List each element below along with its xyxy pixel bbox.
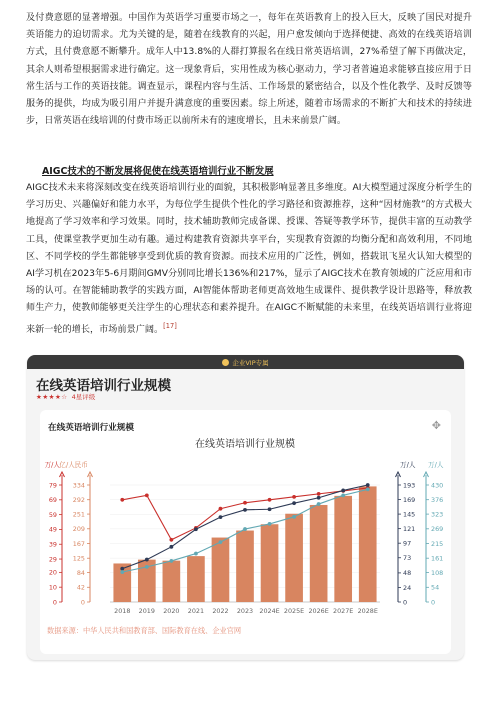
series-point bbox=[169, 538, 173, 542]
vip-badge-icon bbox=[222, 359, 229, 366]
vip-banner bbox=[27, 355, 464, 369]
axis-label: 万/人 bbox=[428, 461, 444, 469]
x-tick-label: 2027E bbox=[333, 607, 354, 615]
bar bbox=[359, 486, 377, 602]
x-tick-label: 2021 bbox=[187, 607, 205, 615]
x-tick-label: 2026E bbox=[308, 607, 329, 615]
series-point bbox=[292, 515, 296, 519]
x-tick-label: 2025E bbox=[283, 607, 305, 615]
paragraph-aigc bbox=[26, 180, 472, 339]
chart-panel-title: 在线英语培训行业规模 bbox=[48, 423, 134, 433]
series-point bbox=[317, 492, 321, 496]
chart bbox=[40, 410, 451, 654]
tick-label: 20 bbox=[48, 568, 57, 577]
report-card bbox=[27, 355, 464, 660]
series-point bbox=[366, 483, 370, 487]
series-point bbox=[120, 570, 124, 574]
tick-label: 48 bbox=[403, 569, 412, 578]
bar bbox=[163, 561, 181, 602]
series-point bbox=[243, 508, 247, 512]
rating-stars-icon: ★★★★☆ bbox=[36, 393, 68, 401]
paragraph-market-demand: 及付费意愿的显著增强。中国作为英语学习重要市场之一，每年在英语教育上的投入巨大，反映了国民对提升英语能力的迫切需求。尤为关键的是，随着在线教育的兴起，用户愈发倾向于选择便捷、高效的在线英语培训方式，且付费意愿不断攀升。成年人中13.8%的人群打算报名在线日常英语培训，27%希望了解下再做决定，其余人则希望根据需求进行确定。这一现象背后，实用性成为核心驱动力，学习者普遍追求能够直接应用于日常生活与工作的英语技能。调查显示，课程内容与生活、工作场景的紧密结合，以及个性化教学、及时反馈等服务的提供，均成为吸引用户并提升满意度的重要因素。综上所述，随着市场需求的不断扩大和技术的持续进步，日常英语在线培训的付费市场正以前所未有的速度增长，且未来前景广阔。 bbox=[26, 13, 472, 127]
x-tick-label: 2023 bbox=[236, 607, 254, 615]
tick-label: 49 bbox=[48, 525, 57, 534]
tick-label: 10 bbox=[48, 583, 57, 592]
tick-label: 59 bbox=[48, 510, 57, 519]
tick-label: 24 bbox=[403, 583, 412, 592]
series-point bbox=[341, 489, 345, 493]
series-point bbox=[292, 495, 296, 499]
rating-label: 4星评级 bbox=[71, 393, 96, 401]
tick-label: 54 bbox=[431, 583, 440, 592]
citation-link[interactable]: [17] bbox=[163, 321, 177, 330]
series-point bbox=[194, 552, 198, 556]
tick-label: 0 bbox=[403, 598, 408, 607]
bar bbox=[187, 556, 205, 602]
series-point bbox=[120, 567, 124, 571]
series-point bbox=[243, 501, 247, 505]
tick-label: 0 bbox=[80, 598, 85, 607]
series-point bbox=[169, 545, 173, 549]
series-point bbox=[341, 493, 345, 497]
series-point bbox=[219, 540, 223, 544]
x-tick-label: 2028E bbox=[357, 607, 378, 615]
card-title: 在线英语培训行业规模 bbox=[36, 378, 171, 394]
series-point bbox=[120, 498, 124, 502]
tick-label: 376 bbox=[431, 495, 444, 504]
bar bbox=[334, 496, 352, 602]
bar bbox=[236, 531, 254, 602]
series-point bbox=[194, 527, 198, 531]
series-point bbox=[145, 565, 149, 569]
tick-label: 29 bbox=[48, 555, 57, 564]
tick-label: 0 bbox=[431, 598, 436, 607]
tick-label: 251 bbox=[72, 510, 85, 519]
tick-label: 193 bbox=[403, 481, 416, 490]
x-tick-label: 2020 bbox=[163, 607, 180, 615]
tick-label: 161 bbox=[431, 554, 444, 563]
series-point bbox=[219, 515, 223, 519]
section-heading: AIGC技术的不断发展将促使在线英语培训行业不断发展 bbox=[42, 166, 274, 177]
tick-label: 430 bbox=[431, 481, 444, 490]
series-point bbox=[145, 493, 149, 497]
series-point bbox=[292, 501, 296, 505]
tick-label: 269 bbox=[431, 525, 444, 534]
bar bbox=[285, 514, 303, 602]
tick-label: 121 bbox=[403, 524, 416, 533]
tick-label: 323 bbox=[431, 510, 444, 519]
tick-label: 69 bbox=[48, 496, 57, 505]
tick-label: 84 bbox=[76, 568, 85, 577]
series-point bbox=[268, 498, 272, 502]
tick-label: 169 bbox=[403, 495, 416, 504]
tick-label: 334 bbox=[72, 481, 85, 490]
x-tick-label: 2019 bbox=[138, 607, 155, 615]
series-point bbox=[219, 507, 223, 511]
axis-label: 万/人 bbox=[400, 461, 416, 469]
rating bbox=[36, 392, 95, 401]
series-point bbox=[268, 507, 272, 511]
chart-title: 在线英语培训行业规模 bbox=[195, 439, 295, 450]
bar bbox=[310, 505, 328, 602]
tick-label: 73 bbox=[403, 554, 412, 563]
axis-label: 亿/人民币 bbox=[59, 461, 88, 469]
vip-banner-label: 企业VIP专属 bbox=[232, 358, 269, 367]
series-point bbox=[145, 558, 149, 562]
tick-label: 145 bbox=[403, 510, 416, 519]
tick-label: 209 bbox=[72, 525, 85, 534]
series-point bbox=[169, 559, 173, 563]
x-tick-label: 2018 bbox=[114, 607, 131, 615]
bar bbox=[261, 524, 279, 602]
chart-panel bbox=[40, 410, 451, 654]
series-point bbox=[317, 496, 321, 500]
paragraph-aigc-text: AIGC技术未来将深刻改变在线英语培训行业的面貌，其积极影响显著且多维度。AI大模型通过深度分析学生的学习历史、兴趣偏好和能力水平，为每位学生提供个性化的学习路径和资源推荐，这种“因材施教”的方式极大地提高了学习效率和学习效果。同时，技术辅助教师完成备课、授课、答疑等教学环节，提供丰富的互动教学工具，使课堂教学更加生动有趣。通过构建教育资源共享平台，实现教育资源的均衡分配和高效利用，不同地区、不同学校的学生都能够享受到优质的教育资源。而技术应用的广泛性，例如，搭载讯飞星火认知大模型的AI学习机在2023年5-6月期间GMV分别同比增长136%和217%，显示了AIGC技术在教育领域的广泛应用和市场的认可。在智能辅助教学的实践方面，AI智能体帮助老师更高效地生成课件、提供教学设计思路等，释放教师生产力，使教师能够更关注学生的心理状态和素养提升。在AIGC不断赋能的未来里，在线英语培训行业将迎来新一轮的增长，市场前景广阔。 bbox=[26, 183, 472, 335]
series-point bbox=[268, 522, 272, 526]
tick-label: 0 bbox=[52, 598, 57, 607]
move-icon[interactable]: ✥ bbox=[431, 419, 441, 432]
series-point bbox=[317, 502, 321, 506]
tick-label: 108 bbox=[431, 568, 444, 577]
tick-label: 167 bbox=[72, 539, 85, 548]
tick-label: 97 bbox=[403, 539, 412, 548]
axis-label: 万/人 bbox=[44, 461, 60, 469]
tick-label: 125 bbox=[72, 554, 85, 563]
tick-label: 292 bbox=[72, 496, 85, 505]
data-source: 数据来源：中华人民共和国教育部、国际教育在线、企业官网 bbox=[47, 626, 242, 635]
tick-label: 42 bbox=[76, 583, 85, 592]
x-tick-label: 2022 bbox=[212, 607, 229, 615]
x-tick-label: 2024E bbox=[259, 607, 280, 615]
tick-label: 39 bbox=[48, 540, 57, 549]
tick-label: 215 bbox=[431, 539, 444, 548]
series-point bbox=[366, 487, 370, 491]
series-point bbox=[243, 527, 247, 531]
tick-label: 79 bbox=[48, 481, 57, 490]
bar bbox=[212, 538, 230, 602]
